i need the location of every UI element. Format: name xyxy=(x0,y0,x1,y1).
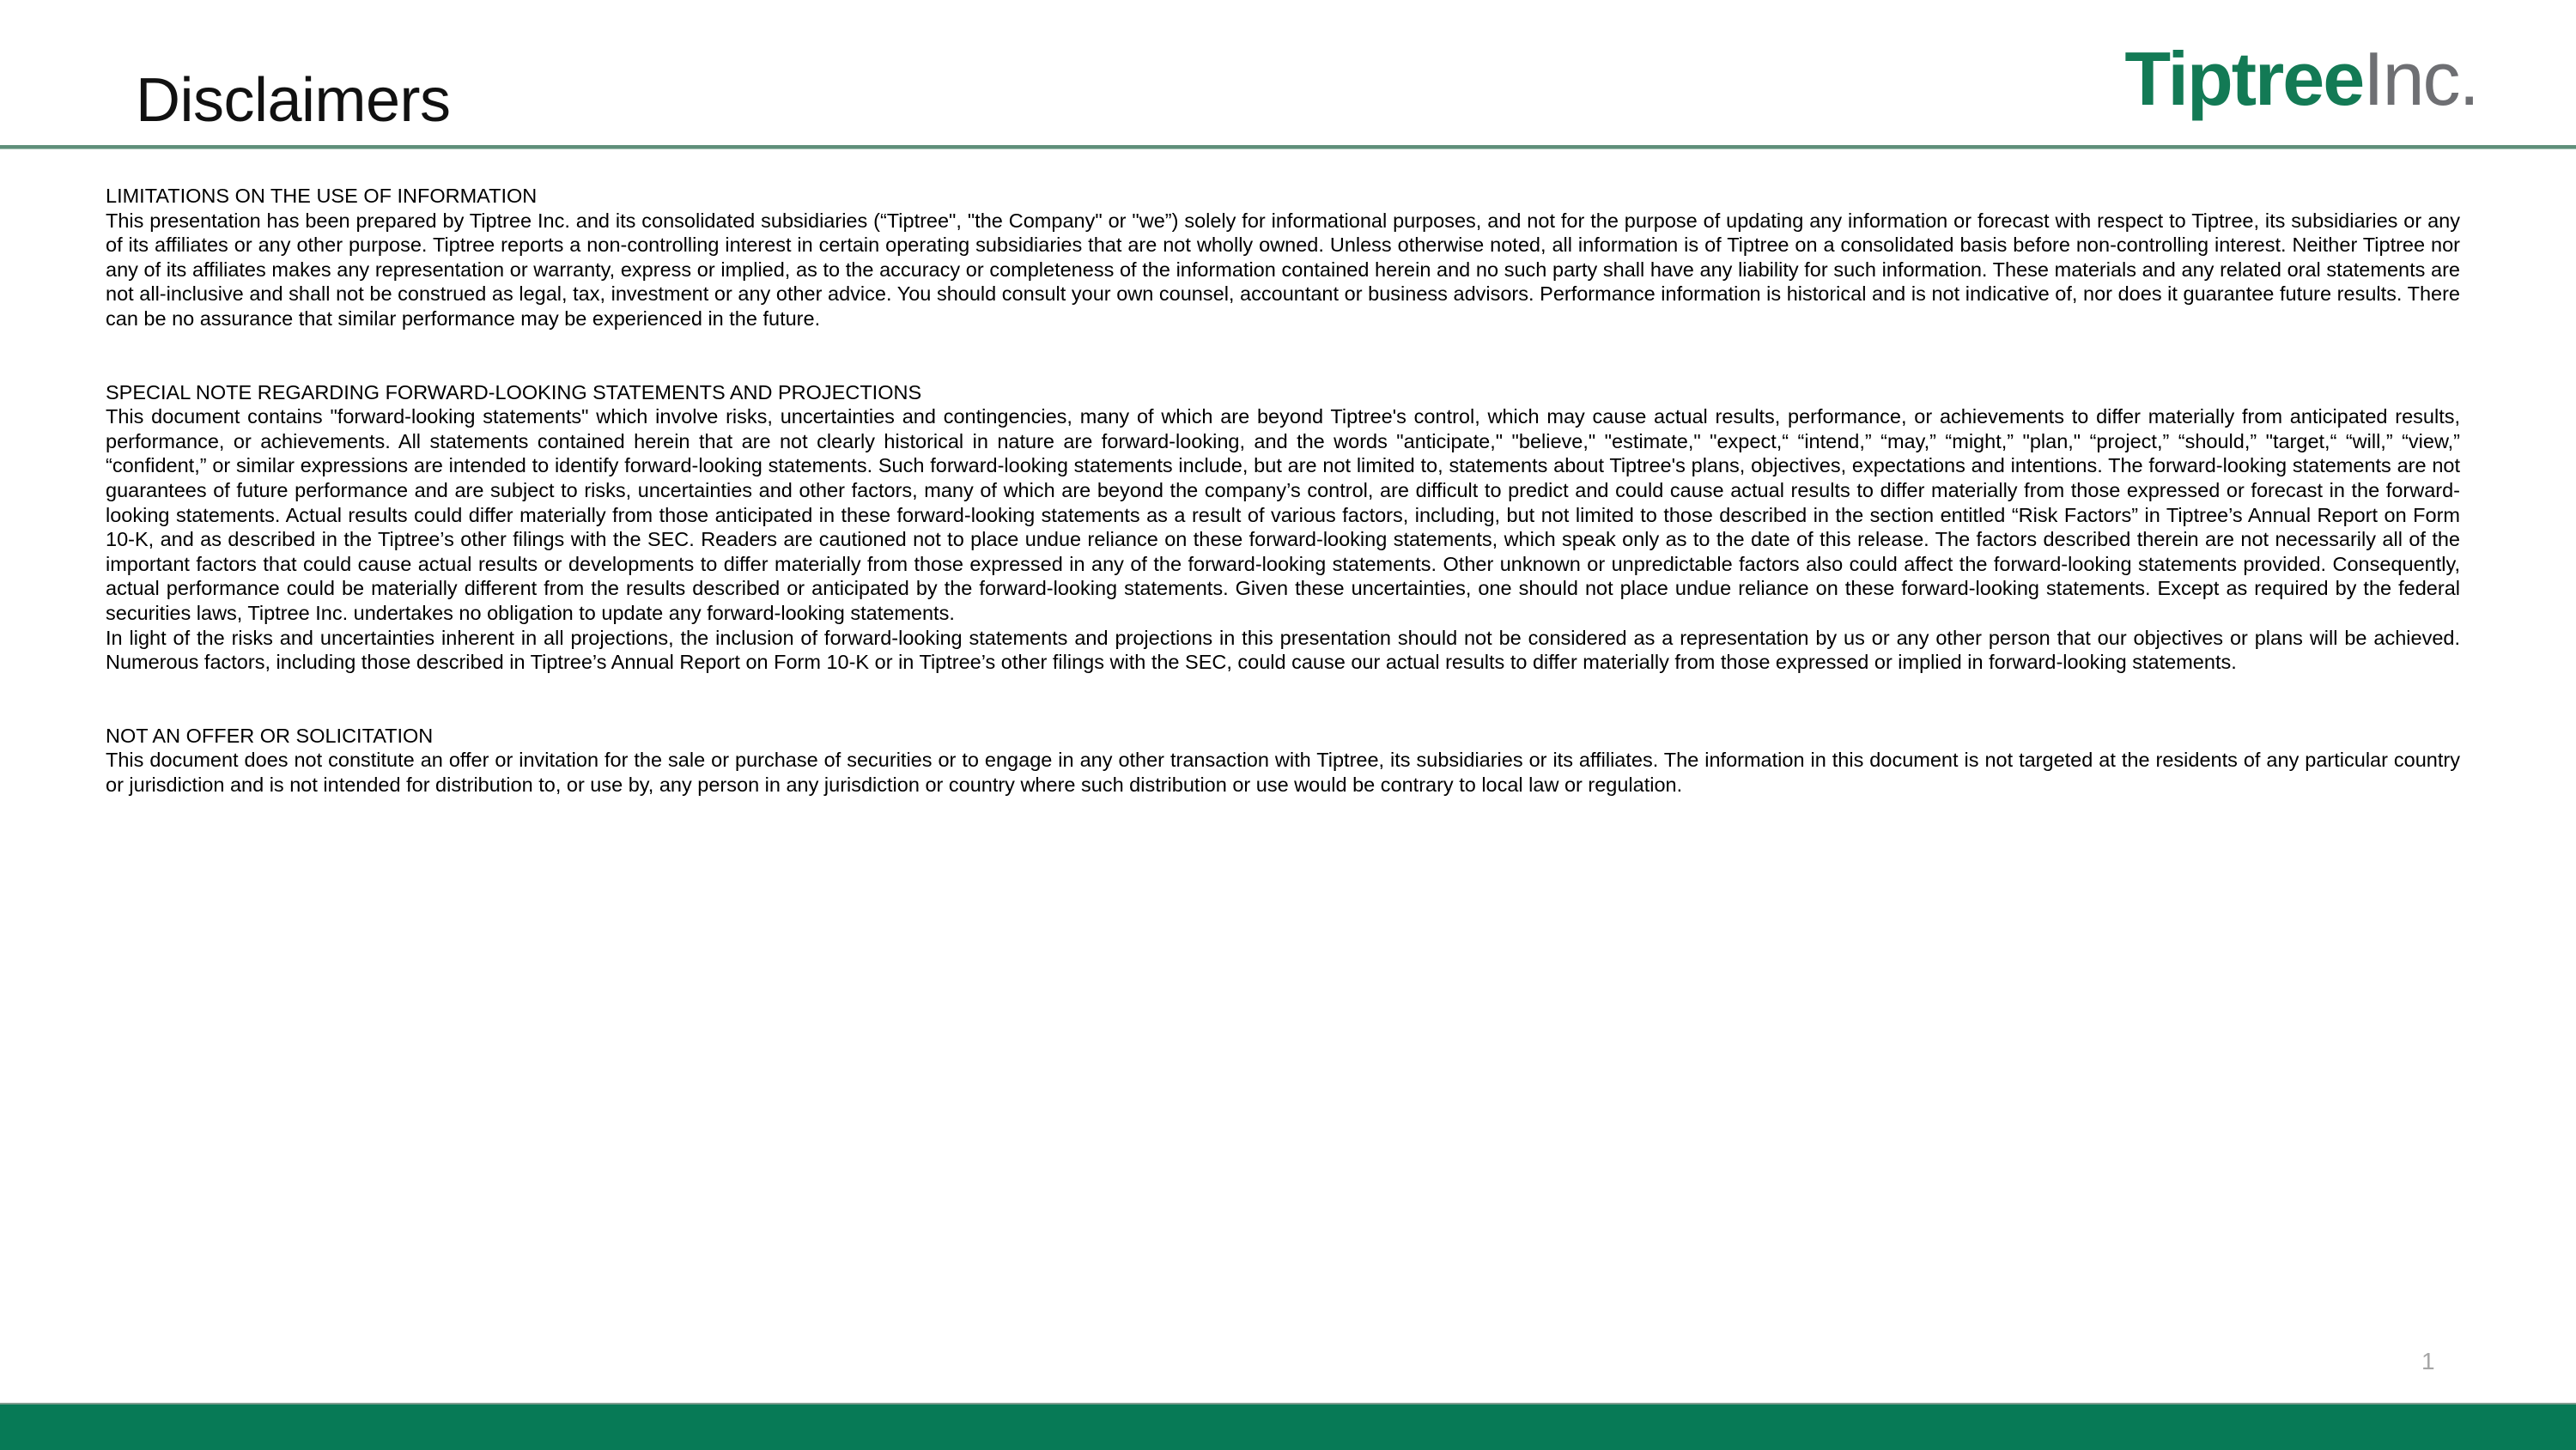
section-heading: SPECIAL NOTE REGARDING FORWARD-LOOKING STATEMENTS AND PROJECTIONS xyxy=(106,380,922,403)
section-heading: LIMITATIONS ON THE USE OF INFORMATION xyxy=(106,185,538,207)
tiptree-logo xyxy=(2124,36,2478,122)
header-divider xyxy=(0,145,2576,149)
section-paragraph: This document contains "forward-looking statements" which involve risks, uncertainties and contingencies, many of which are beyond Tiptree's control, which may cause actual results, performance, or achievements to differ materially from anticipated results, performance, or achievements. All statements contained herein that are not clearly historical in nature are forward-looking, and the words "anticipate," "believe," "estimate," "expect,“ “intend,” “may,” “might,” "plan," “project,” “should,” "target,“ “will,” “view,” “confident,” or similar expressions are intended to identify forward-looking statements. Such forward-looking statements include, but are not limited to, statements about Tiptree's plans, objectives, expectations and intentions. The forward-looking statements are not guarantees of future performance and are subject to risks, uncertainties and other factors, many of which are beyond the company’s control, are difficult to predict and could cause actual results to differ materially from those expressed or forecast in the forward-looking statements. Actual results could differ materially from those anticipated in these forward-looking statements as a result of various factors, including, but not limited to those described in the section entitled “Risk Factors” in Tiptree’s Annual Report on Form 10-K, and as described in the Tiptree’s other filings with the SEC. Readers are cautioned not to place undue reliance on these forward-looking statements, which speak only as to the date of this release. The factors described therein are not necessarily all of the important factors that could cause actual results or developments to differ materially from those expressed in any of the forward-looking statements. Other unknown or unpredictable factors also could affect the forward-looking statements provided. Consequently, actual performance could be materially different from the results described or anticipated by the forward-looking statements. Given these uncertainties, one should not place undue reliance on these forward-looking statements. Except as required by the federal securities laws, Tiptree Inc. undertakes no obligation to update any forward-looking statements. xyxy=(106,405,2460,624)
page-title: Disclaimers xyxy=(136,66,451,135)
logo-brand-text: Tiptree xyxy=(2124,36,2364,121)
section-paragraph: This presentation has been prepared by Tiptree Inc. and its consolidated subsidiaries (“Tiptree", "the Company" or "we”) solely for informational purposes, and not for the purpose of updating any information or forecast with respect to Tiptree, its subsidiaries or any of its affiliates or any other purpose. Tiptree reports a non-controlling interest in certain operating subsidiaries that are not wholly owned. Unless otherwise noted, all information is of Tiptree on a consolidated basis before non-controlling interest. Neither Tiptree nor any of its affiliates makes any representation or warranty, express or implied, as to the accuracy or completeness of the information contained herein and no such party shall have any liability for such information. These materials and any related oral statements are not all-inclusive and shall not be construed as legal, tax, investment or any other advice. You should consult your own counsel, accountant or business advisors. Performance information is historical and is not indicative of, nor does it guarantee future results. There can be no assurance that similar performance may be experienced in the future. xyxy=(106,209,2460,330)
section-paragraph: This document does not constitute an offer or invitation for the sale or purchase of securities or to engage in any other transaction with Tiptree, its subsidiaries or its affiliates. The information in this document is not targeted at the residents of any particular country or jurisdiction and is not intended for distribution to, or use by, any person in any jurisdiction or country where such distribution or use would be contrary to local law or regulation. xyxy=(106,749,2460,796)
page-number: 1 xyxy=(2421,1348,2435,1374)
section-paragraph: In light of the risks and uncertainties inherent in all projections, the inclusion of forward-looking statements and projections in this presentation should not be considered as a representation by us or any other person that our objectives or plans will be achieved. Numerous factors, including those described in Tiptree’s Annual Report on Form 10-K or in Tiptree’s other filings with the SEC, could cause our actual results to differ materially from those expressed or implied in forward-looking statements. xyxy=(106,626,2460,674)
disclaimer-body xyxy=(106,184,2460,846)
footer-bar xyxy=(0,1403,2576,1450)
section-forward-looking xyxy=(106,380,2460,675)
section-not-an-offer xyxy=(106,724,2460,798)
logo-suffix-text: Inc. xyxy=(2363,36,2478,121)
section-limitations xyxy=(106,184,2460,331)
section-heading: NOT AN OFFER OR SOLICITATION xyxy=(106,724,434,747)
